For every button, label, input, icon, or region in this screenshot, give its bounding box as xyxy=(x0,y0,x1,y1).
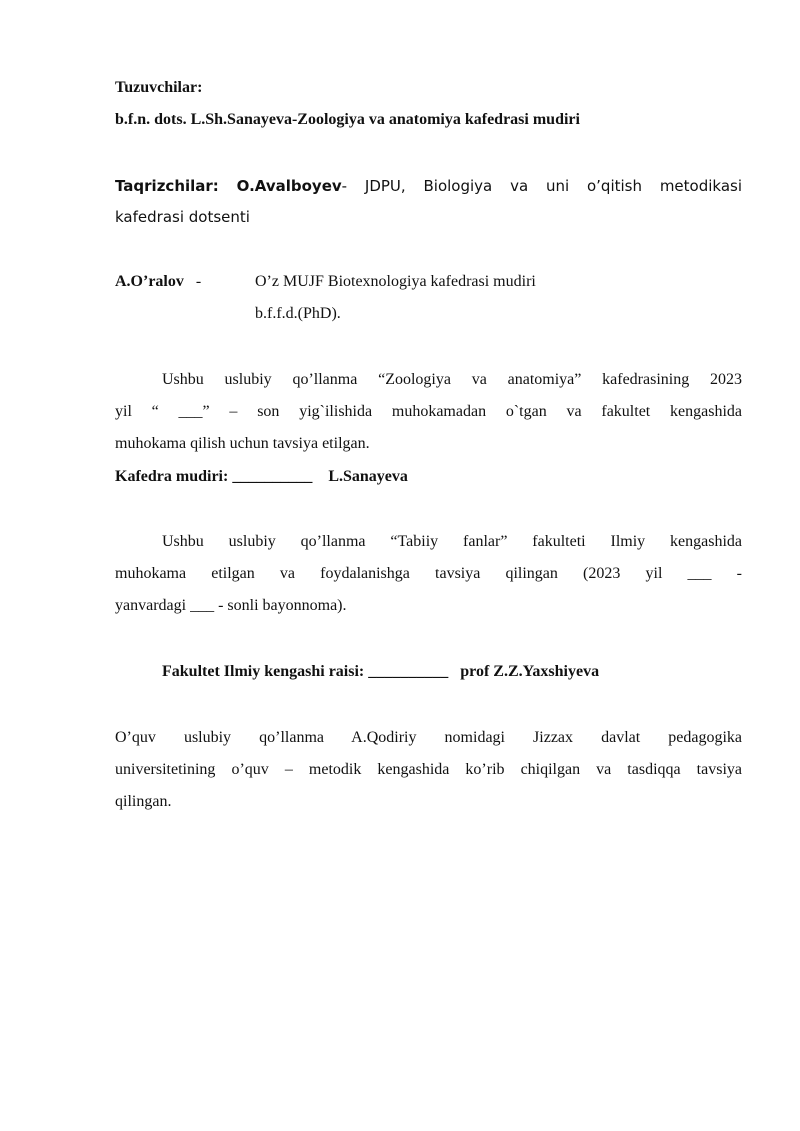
reviewer2-line1 xyxy=(115,272,536,292)
reviewer2-name: A.O’ralov xyxy=(115,273,184,290)
university-approval-line1: O’quv uslubiy qo’llanma A.Qodiriy nomidagi Jizzax davlat pedagogika xyxy=(115,729,742,746)
faculty-signature-label: Fakultet Ilmiy kengashi raisi: __________ xyxy=(162,663,449,680)
reviewer1-desc: - JDPU, Biologiya va uni o’qitish metodikasi xyxy=(341,177,742,195)
reviewer2-desc: O’z MUJF Biotexnologiya kafedrasi mudiri xyxy=(255,273,536,290)
university-approval-line3: qilingan. xyxy=(115,793,172,810)
faculty-approval-line1: Ushbu uslubiy qo’llanma “Tabiiy fanlar” fakulteti Ilmiy kengashida xyxy=(162,533,742,550)
compilers-entry: b.f.n. dots. L.Sh.Sanayeva-Zoologiya va anatomiya kafedrasi mudiri xyxy=(115,111,580,128)
department-approval-line2: yil “ ___” – son yig`ilishida muhokamadan o`tgan va fakultet kengashida xyxy=(115,403,742,420)
reviewers-label: Taqrizchilar: xyxy=(115,177,219,195)
department-approval-line1: Ushbu uslubiy qo’llanma “Zoologiya va anatomiya” kafedrasining 2023 xyxy=(162,371,742,388)
department-signature xyxy=(115,467,408,487)
reviewer1-line2: kafedrasi dotsenti xyxy=(115,208,250,226)
department-signature-label: Kafedra mudiri: __________ xyxy=(115,468,313,485)
reviewer2-degree: b.f.f.d.(PhD). xyxy=(255,305,341,322)
reviewer1-line1 xyxy=(115,176,742,196)
reviewer1-name: O.Avalboyev xyxy=(236,177,342,195)
compilers-heading: Tuzuvchilar: xyxy=(115,79,203,96)
faculty-approval-line2: muhokama etilgan va foydalanishga tavsiya qilingan (2023 yil ___ - xyxy=(115,565,742,582)
faculty-approval-line3: yanvardagi ___ - sonli bayonnoma). xyxy=(115,597,347,614)
faculty-signature xyxy=(162,662,599,682)
university-approval-line2: universitetining o’quv – metodik kengashida ko’rib chiqilgan va tasdiqqa tavsiya xyxy=(115,761,742,778)
department-approval-line3: muhokama qilish uchun tavsiya etilgan. xyxy=(115,435,370,452)
reviewer2-dash: - xyxy=(195,273,202,290)
department-head-name: L.Sanayeva xyxy=(328,468,408,485)
faculty-chair-name: prof Z.Z.Yaxshiyeva xyxy=(460,663,600,680)
